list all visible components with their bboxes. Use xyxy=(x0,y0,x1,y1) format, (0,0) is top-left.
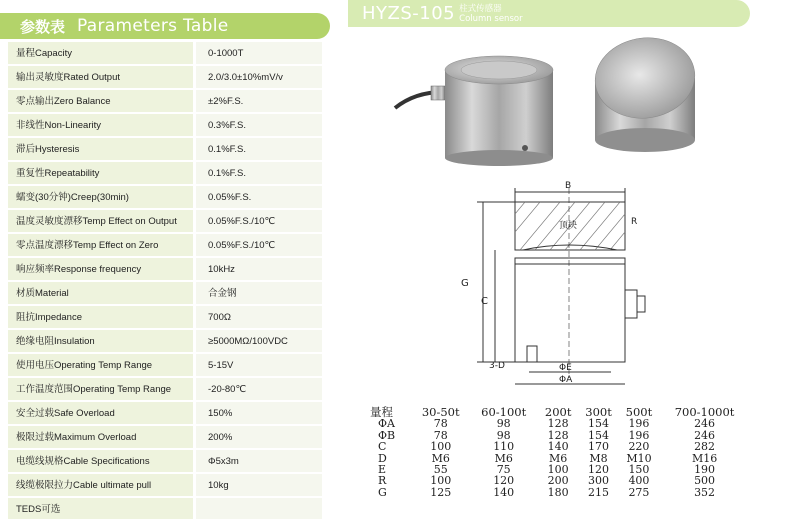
parameter-row xyxy=(8,378,322,402)
parameter-name: 绝缘电阻Insulation xyxy=(8,330,193,354)
dimensions-cell: 100 xyxy=(547,463,569,477)
parameter-row xyxy=(8,450,322,474)
parameter-row xyxy=(8,210,322,234)
parameter-row xyxy=(8,402,322,426)
parameter-name: 电缆线规格Cable Specifications xyxy=(8,450,193,474)
dimensions-cell: 78 xyxy=(433,417,448,431)
parameter-name: 零点输出Zero Balance xyxy=(8,90,193,114)
dimensions-row-label: C xyxy=(378,440,387,454)
parameter-row xyxy=(8,258,322,282)
dimensions-cell: M16 xyxy=(691,451,718,465)
parameter-value: 0.1%F.S. xyxy=(196,138,322,162)
parameter-row xyxy=(8,186,322,210)
parameter-name: 非线性Non-Linearity xyxy=(8,114,193,138)
drawing-label-top-block: 顶块 xyxy=(559,221,578,231)
parameter-value: 0-1000T xyxy=(196,42,322,66)
dimensions-cell: 128 xyxy=(547,428,569,442)
dimensions-row xyxy=(370,487,750,498)
product-photo xyxy=(365,30,717,172)
dimensions-cell: 120 xyxy=(588,463,610,477)
parameter-row xyxy=(8,426,322,450)
dimensions-cell: 75 xyxy=(496,463,511,477)
dimensions-row-label: D xyxy=(378,451,387,465)
model-subtitle-cn: 柱式传感器 xyxy=(459,3,502,14)
parameter-name: 线缆极限拉力Cable ultimate pull xyxy=(8,474,193,498)
parameter-name: 安全过载Safe Overload xyxy=(8,402,193,426)
drawing-label-a: ΦA xyxy=(559,375,573,385)
parameter-name: TEDS可选 xyxy=(8,498,193,519)
drawing-label-b: B xyxy=(565,181,572,191)
drawing-label-d: 3-D xyxy=(489,361,505,371)
parameter-value: 合金钢 xyxy=(196,282,322,306)
model-header xyxy=(348,0,750,27)
dimensions-cell: 100 xyxy=(430,440,452,454)
model-subtitle xyxy=(459,4,522,24)
parameter-row xyxy=(8,90,322,114)
parameter-name: 重复性Repeatability xyxy=(8,162,193,186)
dimensions-cell: 400 xyxy=(628,474,650,488)
parameter-name: 使用电压Operating Temp Range xyxy=(8,354,193,378)
parameter-value: 0.05%F.S./10℃ xyxy=(196,234,322,258)
parameter-value: ≥5000MΩ/100VDC xyxy=(196,330,322,354)
parameter-row xyxy=(8,138,322,162)
parameter-value: 0.1%F.S. xyxy=(196,162,322,186)
parameter-value: 5-15V xyxy=(196,354,322,378)
dimensions-cell: 246 xyxy=(694,417,716,431)
parameter-row xyxy=(8,66,322,90)
parameter-row xyxy=(8,42,322,66)
parameters-table xyxy=(8,42,322,519)
model-subtitle-en: Column sensor xyxy=(459,13,523,24)
parameter-row xyxy=(8,234,322,258)
parameter-value: 0.3%F.S. xyxy=(196,114,322,138)
dimensions-cell: 125 xyxy=(430,485,452,499)
dimensions-cell: M6 xyxy=(431,451,450,465)
parameter-value: 700Ω xyxy=(196,306,322,330)
parameters-title-en: Parameters Table xyxy=(77,16,229,36)
dimensions-cell: 215 xyxy=(588,485,610,499)
cable-connector xyxy=(431,86,445,100)
dimensions-row-label: E xyxy=(378,463,387,477)
parameter-row xyxy=(8,474,322,498)
parameter-row xyxy=(8,282,322,306)
dimensions-cell: 275 xyxy=(628,485,650,499)
dimensions-cell: 500 xyxy=(694,474,716,488)
drawing-label-c: C xyxy=(481,296,488,307)
dimensions-row-label: R xyxy=(378,474,387,488)
dimensions-cell: 180 xyxy=(547,485,569,499)
parameters-title-cn: 参数表 xyxy=(20,17,66,36)
dimensions-cell: 140 xyxy=(493,485,515,499)
dimensions-cell: 154 xyxy=(588,428,610,442)
dimensions-table xyxy=(370,407,750,498)
dimensions-cell: 196 xyxy=(628,417,650,431)
dimensions-cell: M6 xyxy=(494,451,513,465)
dimensions-column-header: 30-50t xyxy=(421,405,460,419)
parameter-value: -20-80℃ xyxy=(196,378,322,402)
parameter-name: 量程Capacity xyxy=(8,42,193,66)
drawing-label-g: G xyxy=(461,278,469,289)
dimensions-cell: 190 xyxy=(694,463,716,477)
model-name: HYZS-105 xyxy=(362,3,456,24)
dimensions-cell: M6 xyxy=(549,451,568,465)
dimensions-row xyxy=(370,441,750,452)
parameter-value: 200% xyxy=(196,426,322,450)
dimensions-body xyxy=(370,418,750,498)
parameter-name: 输出灵敏度Rated Output xyxy=(8,66,193,90)
dimensions-cell: 246 xyxy=(694,428,716,442)
dimensions-cell: 100 xyxy=(430,474,452,488)
dimensions-cell: 200 xyxy=(547,474,569,488)
parameter-value: 150% xyxy=(196,402,322,426)
parameter-name: 响应频率Response frequency xyxy=(8,258,193,282)
parameter-row xyxy=(8,498,322,519)
dimensions-cell: 150 xyxy=(628,463,650,477)
parameter-value: 10kHz xyxy=(196,258,322,282)
drawing-label-r: R xyxy=(631,217,638,227)
dimensions-column-header: 60-100t xyxy=(481,405,527,419)
parameter-value: 0.05%F.S. xyxy=(196,186,322,210)
parameter-name: 温度灵敏度漂移Temp Effect on Output xyxy=(8,210,193,234)
technical-drawing xyxy=(355,178,735,400)
dimensions-column-header: 200t xyxy=(544,405,572,419)
dimensions-cell: 196 xyxy=(628,428,650,442)
parameter-value: Φ5x3m xyxy=(196,450,322,474)
dimensions-cell: 140 xyxy=(547,440,569,454)
dimensions-cell: 154 xyxy=(588,417,610,431)
dimensions-cell: 78 xyxy=(433,428,448,442)
parameter-row xyxy=(8,114,322,138)
parameter-name: 蠕变(30分钟)Creep(30min) xyxy=(8,186,193,210)
parameter-name: 零点温度漂移Temp Effect on Zero xyxy=(8,234,193,258)
dimensions-cell: 98 xyxy=(496,417,511,431)
dimensions-row-label: ΦA xyxy=(378,417,395,431)
parameter-row xyxy=(8,354,322,378)
parameter-row xyxy=(8,330,322,354)
dimensions-cell: 170 xyxy=(588,440,610,454)
parameter-value: ±2%F.S. xyxy=(196,90,322,114)
dimensions-cell: 98 xyxy=(496,428,511,442)
parameter-row xyxy=(8,306,322,330)
dimensions-cell: 120 xyxy=(493,474,515,488)
dimensions-cell: 110 xyxy=(493,440,515,454)
parameter-value: 10kg xyxy=(196,474,322,498)
parameter-name: 材质Material xyxy=(8,282,193,306)
dimensions-cell: M8 xyxy=(589,451,608,465)
parameter-value: 2.0/3.0±10%mV/v xyxy=(196,66,322,90)
parameters-header xyxy=(0,13,330,39)
dimensions-cell: 220 xyxy=(628,440,650,454)
dimensions-column-header: 700-1000t xyxy=(674,405,735,419)
parameters-panel xyxy=(0,0,330,519)
dimensions-row-label: ΦB xyxy=(378,428,396,442)
dimensions-cell: 128 xyxy=(547,417,569,431)
dimensions-cell: 55 xyxy=(433,463,448,477)
parameter-name: 滞后Hysteresis xyxy=(8,138,193,162)
dimensions-cell: 352 xyxy=(694,485,716,499)
dimensions-column-header: 500t xyxy=(625,405,653,419)
dimensions-column-header: 300t xyxy=(585,405,612,419)
parameter-row xyxy=(8,162,322,186)
parameter-value xyxy=(196,498,322,519)
dimensions-row-label: G xyxy=(378,485,387,499)
dimensions-cell: M10 xyxy=(626,451,652,465)
dimensions-cell: 300 xyxy=(588,474,610,488)
parameter-value: 0.05%F.S./10℃ xyxy=(196,210,322,234)
drawing-label-e: ΦE xyxy=(559,363,572,373)
dimensions-cell: 282 xyxy=(694,440,716,454)
dimensions-corner: 量程 xyxy=(370,405,393,419)
parameter-name: 工作温度范围Operating Temp Range xyxy=(8,378,193,402)
parameter-name: 极限过载Maximum Overload xyxy=(8,426,193,450)
parameter-name: 阻抗Impedance xyxy=(8,306,193,330)
